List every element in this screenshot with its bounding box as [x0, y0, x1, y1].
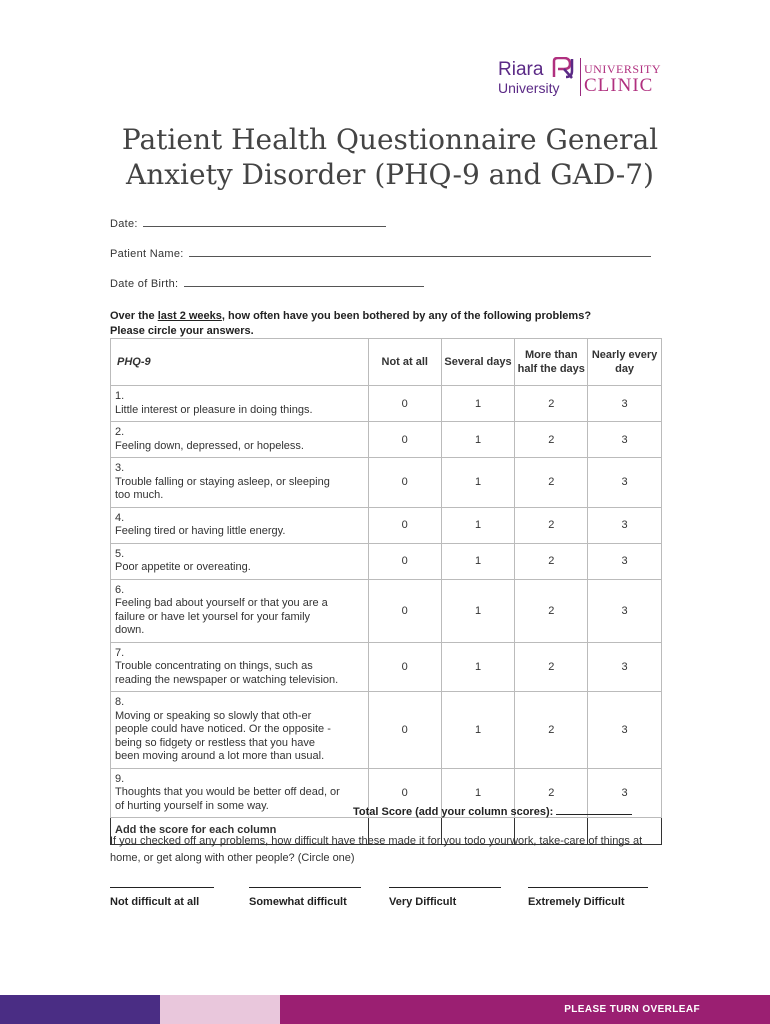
score-option[interactable]: 3 — [588, 458, 662, 508]
question-cell — [111, 642, 369, 692]
logo-emblem-icon — [550, 57, 578, 79]
table-row — [111, 458, 662, 508]
score-option[interactable]: 0 — [368, 386, 441, 422]
score-option[interactable]: 1 — [441, 422, 515, 458]
intro-emphasis: last 2 weeks — [157, 310, 222, 322]
question-cell — [111, 422, 369, 458]
score-option[interactable]: 3 — [588, 642, 662, 692]
option-extremely-difficult[interactable] — [528, 880, 648, 908]
question-cell — [111, 768, 369, 818]
option-very-difficult[interactable] — [389, 880, 501, 908]
total-score-line[interactable] — [556, 814, 632, 815]
score-option[interactable]: 0 — [368, 422, 441, 458]
score-option[interactable]: 0 — [368, 692, 441, 769]
logo-university-upper-text: UNIVERSITY — [584, 62, 661, 76]
option-not-difficult[interactable] — [110, 880, 214, 908]
score-option[interactable]: 2 — [515, 692, 588, 769]
question-text: Trouble concentrating on things, such as reading the newspaper or watching television. — [115, 660, 339, 686]
table-row — [111, 692, 662, 769]
option-line — [528, 880, 648, 888]
score-option[interactable]: 2 — [515, 543, 588, 579]
score-option[interactable]: 3 — [588, 386, 662, 422]
option-label: Somewhat difficult — [249, 896, 347, 908]
option-label: Very Difficult — [389, 896, 457, 908]
patient-name-line[interactable] — [189, 248, 651, 257]
option-line — [249, 880, 361, 888]
total-score-label: Total Score (add your column scores): — [353, 806, 554, 818]
table-row — [111, 543, 662, 579]
patient-name-label: Patient Name: — [110, 248, 184, 260]
score-option[interactable]: 3 — [588, 579, 662, 642]
date-field[interactable] — [110, 218, 386, 230]
score-option[interactable]: 3 — [588, 507, 662, 543]
date-line[interactable] — [143, 218, 386, 227]
patient-name-field[interactable] — [110, 248, 651, 260]
option-line — [389, 880, 501, 888]
intro-text-before: Over the — [110, 310, 158, 322]
score-option[interactable]: 1 — [441, 768, 515, 818]
score-option[interactable]: 2 — [515, 458, 588, 508]
option-label: Extremely Difficult — [528, 896, 625, 908]
question-text: Feeling bad about yourself or that you are a failure or have let yoursel for your family down. — [115, 597, 328, 636]
score-option[interactable]: 2 — [515, 579, 588, 642]
score-option[interactable]: 2 — [515, 642, 588, 692]
page-title: Patient Health Questionnaire General Anxiety Disorder (PHQ-9 and GAD-7) — [121, 123, 659, 191]
question-text: Thoughts that you would be better off dead, or of hurting yourself in some way. — [115, 786, 340, 812]
score-option[interactable]: 1 — [441, 386, 515, 422]
column-header: More than half the days — [515, 339, 588, 386]
option-label: Not difficult at all — [110, 896, 200, 908]
footer-band-pink — [160, 995, 280, 1024]
question-text: Little interest or pleasure in doing things. — [115, 403, 313, 416]
phq9-table — [110, 338, 662, 845]
intro-text-after: , how often have you been bothered by any of the following problems? — [221, 310, 592, 322]
option-line — [110, 880, 214, 888]
score-option[interactable]: 2 — [515, 422, 588, 458]
logo-university-text: University — [498, 80, 560, 96]
column-header: Nearly every day — [588, 339, 662, 386]
score-option[interactable]: 1 — [441, 692, 515, 769]
dob-label: Date of Birth: — [110, 278, 179, 290]
riara-university-clinic-logo — [498, 54, 668, 100]
dob-line[interactable] — [184, 278, 424, 287]
question-number: 2. — [115, 426, 125, 438]
score-option[interactable]: 1 — [441, 642, 515, 692]
question-cell — [111, 507, 369, 543]
question-text: Feeling down, depressed, or hopeless. — [115, 439, 304, 452]
dob-field[interactable] — [110, 278, 424, 290]
table-row — [111, 642, 662, 692]
footer-band-purple — [0, 995, 160, 1024]
table-row — [111, 386, 662, 422]
date-label: Date: — [110, 218, 138, 230]
question-number: 7. — [115, 646, 125, 659]
logo-riara-text: Riara — [498, 59, 544, 80]
score-option[interactable]: 3 — [588, 768, 662, 818]
difficulty-question: If you checked off any problems, how difficult have these made it for you todo yourwork, take-care of things at home, or get along with other people? (Circle one) — [110, 835, 643, 864]
table-row — [111, 579, 662, 642]
score-option[interactable]: 0 — [368, 768, 441, 818]
phq9-header: PHQ-9 — [111, 339, 369, 386]
please-turn-overleaf: PLEASE TURN OVERLEAF — [564, 1004, 700, 1015]
score-option[interactable]: 1 — [441, 579, 515, 642]
total-score — [353, 806, 632, 818]
column-header: Not at all — [368, 339, 441, 386]
question-number: 8. — [115, 696, 125, 708]
intro-line2: Please circle your answers. — [110, 325, 254, 337]
question-text: Feeling tired or having little energy. — [115, 525, 286, 537]
score-option[interactable]: 3 — [588, 543, 662, 579]
score-option[interactable]: 2 — [515, 507, 588, 543]
question-number: 1. — [115, 390, 125, 402]
question-text: Moving or speaking so slowly that oth-er people could have noticed. Or the opposite - being so fidgety or restless that you have been moving around a lot more than usual. — [115, 709, 331, 762]
question-number: 3. — [115, 462, 125, 474]
footer-bar — [0, 995, 770, 1024]
score-option[interactable]: 1 — [441, 543, 515, 579]
score-option[interactable]: 3 — [588, 422, 662, 458]
column-header: Several days — [441, 339, 515, 386]
score-option[interactable]: 1 — [441, 507, 515, 543]
logo-divider — [580, 58, 581, 96]
logo-clinic-text: CLINIC — [584, 75, 654, 96]
question-number: 6. — [115, 583, 125, 596]
instructions — [110, 309, 591, 339]
score-option[interactable]: 1 — [441, 458, 515, 508]
table-row — [111, 422, 662, 458]
score-option[interactable]: 0 — [368, 507, 441, 543]
question-number: 5. — [115, 547, 125, 560]
question-text: Trouble falling or staying asleep, or sleeping too much. — [115, 475, 330, 501]
question-cell — [111, 386, 369, 422]
question-text: Poor appetite or overeating. — [115, 561, 251, 573]
score-option[interactable]: 0 — [368, 642, 441, 692]
question-cell — [111, 458, 369, 508]
option-somewhat-difficult[interactable] — [249, 880, 361, 908]
question-number: 4. — [115, 511, 125, 524]
score-option[interactable]: 0 — [368, 458, 441, 508]
score-option[interactable]: 0 — [368, 543, 441, 579]
question-cell — [111, 543, 369, 579]
score-option[interactable]: 0 — [368, 579, 441, 642]
sum-row-label: Add the score for each column — [111, 818, 369, 845]
question-cell — [111, 579, 369, 642]
question-number: 9. — [115, 772, 125, 785]
table-row — [111, 507, 662, 543]
question-cell — [111, 692, 369, 769]
score-option[interactable]: 3 — [588, 692, 662, 769]
score-option[interactable]: 2 — [515, 768, 588, 818]
score-option[interactable]: 2 — [515, 386, 588, 422]
